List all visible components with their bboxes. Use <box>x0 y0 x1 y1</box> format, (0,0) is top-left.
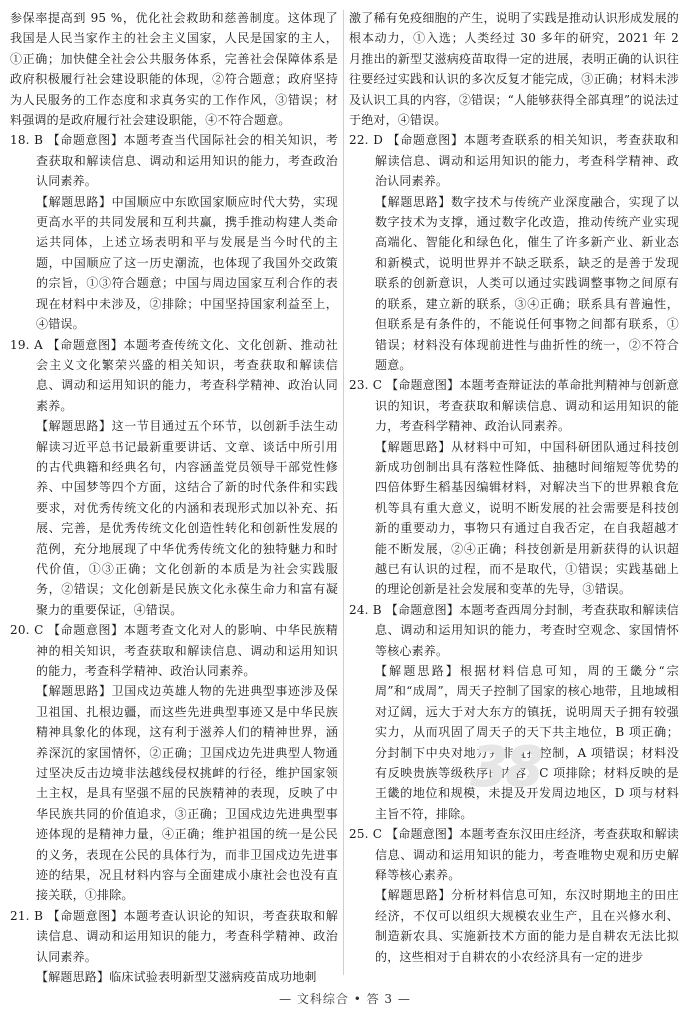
solution-paragraph: 【解题思路】临床试验表明新型艾滋病疫苗成功地刺 <box>36 970 317 985</box>
continued-paragraph: 参保率提高到 95 %，优化社会救助和慈善制度。这体现了我国是人民当家作主的社会主义国家，人民是国家的主人，①正确；加快健全社会公共服务体系，完善社会保障体系是政府积极履行社会建设职能的体现，②符合题意；政府坚持为人民服务的工作态度和求真务实的工作作风，③错误；材料强调的是政府履行社会建设职能，④不符合题意。 <box>10 11 338 128</box>
question-answer: 20. C 【命题意图】本题考查文化对人的影响、中华民族精神的相关知识，考查获取和解读信息、调动和运用知识的能力，考查科学精神、政治认同素养。 <box>10 623 338 678</box>
page-footer: — 文科综合 • 答 3 — <box>279 992 411 1006</box>
solution-paragraph: 【解题思路】中国顺应中东欧国家顺应时代大势，实现更高水平的共同发展和互利共赢，携手推动构建人类命运共同体，上述立场表明和平与发展是当今时代的主题，中国顺应了这一历史潮流，也体现了我国外交政策的宗旨，①③符合题意；中国与周边国家互利合作的表现在材料中未涉及，②排除；中国坚持国家利益至上，④错误。 <box>36 194 338 332</box>
left-column <box>10 8 338 988</box>
question-answer: 25. C 【命题意图】本题考查东汉田庄经济，考查获取和解读信息、调动和运用知识的能力，考查唯物史观和历史解释等核心素养。 <box>349 827 679 883</box>
watermark-logo: 38 <box>470 735 540 800</box>
question-answer: 19. A 【命题意图】本题考查传统文化、文化创新、推动社会主义文化繁荣兴盛的相关知识，考查获取和解读信息、调动和运用知识的能力，考查科学精神、政治认同素养。 <box>10 337 338 413</box>
column-divider <box>343 10 344 975</box>
question-answer: 21. B 【命题意图】本题考查认识论的知识，考查获取和解读信息、调动和运用知识的能力，考查科学精神、政治认同素养。 <box>10 908 338 964</box>
solution-paragraph: 【解题思路】根据材料信息可知，周的王畿分“宗周”和“成周”，周天子控制了国家的核心地带，且地域相对辽阔，远大于对大东方的镇抚，说明周天子拥有较强实力，从而巩固了周天子的天下共主地位，B 项正确；分封制下中央对地方并非直接控制，A 项错误；材料没有反映贵族等级秩序的内容，C 项排除；材料反映的是王畿的地位和规模，未提及开发周边地区，D 项与材料主旨不符，排除。 <box>375 664 679 821</box>
solution-paragraph: 【解题思路】从材料中可知，中国科研团队通过科技创新成功创制出具有落粒性降低、抽穗时间缩短等优势的四倍体野生稻基因编辑材料，对解决当下的世界粮食危机等具有重大意义，说明不断发展的社会需要是科技创新的重要动力，事物只有通过自我否定，在自我超越才能不断发展，②④正确；科技创新是用新获得的认识超越已有认识的过程，而不是取代，①错误；实践基础上的理论创新是社会发展和变革的先导，③错误。 <box>375 439 679 597</box>
solution-paragraph: 【解题思路】数字技术与传统产业深度融合，实现了以数字技术为支撑，通过数字化改造，推动传统产业实现高端化、智能化和绿色化，催生了许多新产业、新业态和新模式，说明世界并不缺乏联系，缺乏的是善于发现联系的创新意识，人类可以通过实践调整事物之间原有的联系，建立新的联系，③④正确；联系具有普遍性，但联系是有条件的，不能说任何事物之间都有联系，①错误；材料没有体现前进性与曲折性的统一，②不符合题意。 <box>375 194 679 372</box>
question-answer: 24. B 【命题意图】本题考查西周分封制，考查获取和解读信息、调动和运用知识的能力，考查时空观念、家国情怀等核心素养。 <box>349 602 679 658</box>
question-answer: 23. C 【命题意图】本题考查辩证法的革命批判精神与创新意识的知识，考查获取和解读信息、调动和运用知识的能力，考查科学精神、政治认同素养。 <box>349 378 679 434</box>
solution-paragraph: 【解题思路】分析材料信息可知，东汉时期地主的田庄经济，不仅可以组织大规模农业生产，且在兴修水利、制造新农具、实施新技术方面的能力是自耕农无法比拟的，这些相对于自耕农的小农经济具有一定的进步 <box>375 888 679 964</box>
continued-paragraph: 激了稀有免疫细胞的产生，说明了实践是推动认识形成发展的根本动力，①入选；人类经过 30 多年的研究，2021 年 2 月推出的新型艾滋病疫苗取得一定的进展，表明正确的认识往往要经过实践和认识的多次反复才能完成，③正确；材料未涉及认识工具的内容，②错误；“人能够获得全部真理”的说法过于绝对，④错误。 <box>349 11 679 128</box>
question-answer: 18. B 【命题意图】本题考查当代国际社会的相关知识，考查获取和解读信息、调动和运用知识的能力，考查政治认同素养。 <box>10 133 338 189</box>
question-answer: 22. D 【命题意图】本题考查联系的相关知识，考查获取和解读信息、调动和运用知识的能力，考查科学精神、政治认同素养。 <box>349 133 679 189</box>
solution-paragraph: 【解题思路】这一节目通过五个环节，以创新手法生动解读习近平总书记最新重要讲话、文章、谈话中所引用的古代典籍和经典名句，内容涵盖党员领导干部党性修养、中国梦等四个方面，这结合了新的时代条件和实践要求，对优秀传统文化的内涵和表现形式加以补充、拓展、完善，是优秀传统文化创造性转化和创新性发展的范例，充分地展现了中华优秀传统文化的独特魅力和时代价值，①③正确；文化创新的本质是为社会实践服务，②错误；文化创新是民族文化永葆生命力和富有凝聚力的重要保证，④错误。 <box>36 419 338 617</box>
right-column <box>349 8 679 967</box>
solution-paragraph: 【解题思路】卫国戍边英雄人物的先进典型事迹涉及保卫祖国、扎根边疆，而这些先进典型事迹又是中华民族精神具象化的体现，这有利于滋养人们的精神世界，涵养深沉的家国情怀，②正确；卫国戍边先进典型人物通过坚决反击边境非法越线侵权挑衅的行径，维护国家领土主权，是具有坚强不屈的民族精神的表现，反映了中华民族共同的价值追求，③正确；卫国戍边先进典型事迹体现的是精神力量，④正确；维护祖国的统一是公民的义务，表现在公民的具体行为，而非卫国戍边先进事迹的结果，况且材料内容与全面建成小康社会也没有直接关联，①排除。 <box>36 684 338 903</box>
